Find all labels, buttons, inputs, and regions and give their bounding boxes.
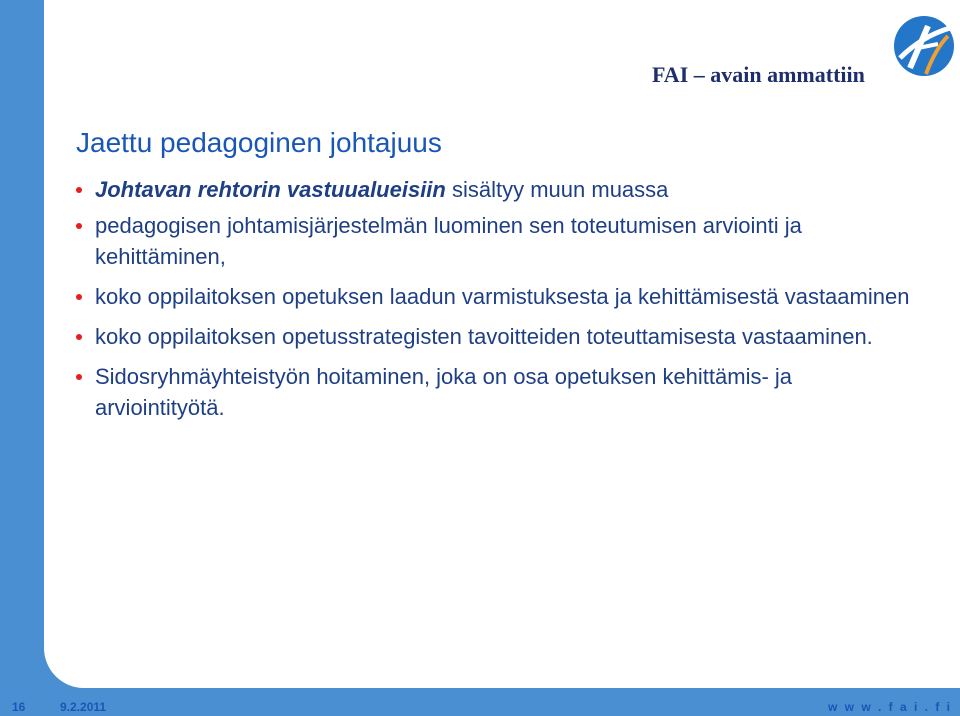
bullet-item: [76, 321, 916, 352]
bullet-text: sisältyy muun muassa: [445, 177, 669, 202]
bullet-text: Sidosryhmäyhteistyön hoitaminen, joka on osa opetuksen kehittämis- ja arviointityötä.: [95, 364, 793, 420]
page-number: 16: [12, 700, 26, 714]
bullet-list: [76, 174, 916, 432]
bullet-item: [76, 361, 916, 423]
bullet-item: [76, 174, 916, 205]
bullet-item: [76, 210, 916, 272]
bullet-text: koko oppilaitoksen opetusstrategisten tavoitteiden toteuttamisesta vastaaminen.: [95, 324, 873, 349]
logo: [640, 14, 956, 94]
slide-title: Jaettu pedagoginen johtajuus: [76, 126, 442, 158]
website-url: w w w . f a i . f i: [827, 700, 952, 714]
fai-logo-icon: [892, 14, 956, 78]
logo-text: FAI – avain ammattiin: [652, 62, 865, 87]
bullet-emphasis: Johtavan rehtorin vastuualueisiin: [95, 177, 446, 202]
bullet-text: koko oppilaitoksen opetuksen laadun varmistuksesta ja kehittämisestä vastaaminen: [95, 284, 910, 309]
bullet-item: [76, 281, 916, 312]
bullet-text: pedagogisen johtamisjärjestelmän luominen sen toteutumisen arviointi ja kehittäminen,: [95, 213, 802, 269]
slide-date: 9.2.2011: [60, 700, 107, 714]
